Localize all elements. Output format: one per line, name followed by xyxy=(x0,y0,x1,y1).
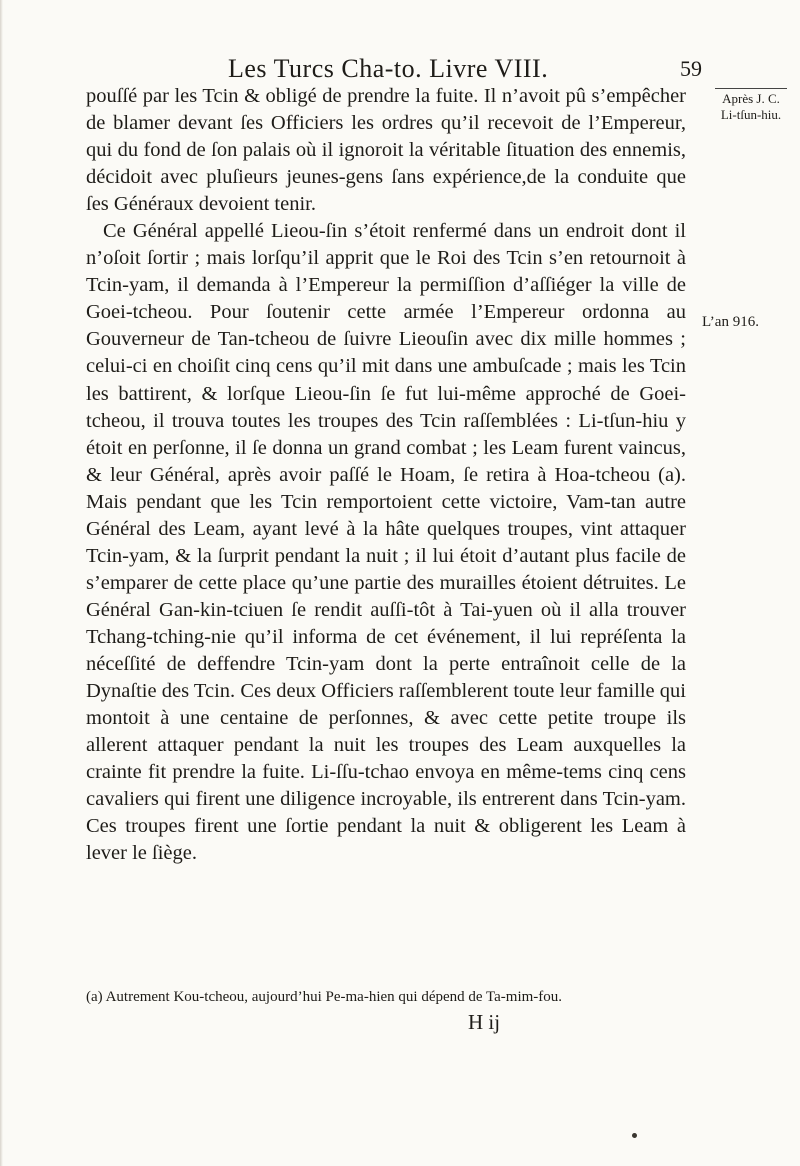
ink-speck xyxy=(632,1133,637,1138)
margin-note-year: L’an 916. xyxy=(702,314,759,330)
signature-mark: H ij xyxy=(468,1010,501,1034)
paragraph-2: Ce Général appellé Lieou-ſin s’étoit renfermé dans un endroit dont il n’oſoit ſortir ; mais lorſqu’il apprit que le Roi des Tcin s’en retournoit à Tcin-yam, il demanda à l’Empereur la permiſſion d’aſſiéger la ville de Goei-tcheou. Pour ſoutenir cette armée l’Empereur ordonna au Gouverneur de Tan-tcheou de ſuivre Lieouſin avec dix mille hommes ; celui-ci en choiſit cinq cens qu’il mit dans une ambuſcade ; mais les Tcin les battirent, & lorſque Lieou-ſin ſe fut lui-même approché de Goei-tcheou, il trouva toutes les troupes des Tcin raſſemblées : Li-tſun-hiu y étoit en perſonne, il ſe donna un grand combat ; les Leam furent vaincus, & leur Général, après avoir paſſé le Hoam, ſe retira à Hoa-tcheou (a). Mais pendant que les Tcin remportoient cette victoire, Vam-tan autre Général des Leam, ayant levé à la hâte quelques troupes, vint attaquer Tcin-yam, & la ſurprit pendant la nuit ; il lui étoit d’autant plus facile de s’emparer de cette place qu’une partie des murailles étoient détruites. Le Général Gan-kin-tciuen ſe rendit auſſi-tôt à Tai-yuen où il alla trouver Tchang-tching-nie qu’il informa de cet événement, il lui repréſenta la néceſſité de deffendre Tcin-yam dont la perte entraînoit celle de la Dynaſtie des Tcin. Ces deux Officiers raſſemblerent toute leur famille qui montoit à une centaine de perſonnes, & avec cette petite troupe ils allerent attaquer pendant la nuit les troupes des Leam auxquelles la crainte fit prendre la fuite. Li-ſſu-tchao envoya en même-tems cinq cens cavaliers qui firent une diligence incroyable, ils entrerent dans Tcin-yam. Ces troupes firent une ſortie pendant la nuit & obligerent les Leam à lever le ſiège. xyxy=(86,220,686,865)
paragraph-1: pouſſé par les Tcin & obligé de prendre la fuite. Il n’avoit pû s’empêcher de blamer devant ſes Officiers les ordres qu’il recevoit de l’Empereur, qui du fond de ſon palais où il ignoroit la véritable ſituation des ennemis, décidoit avec pluſieurs jeunes-gens ſans expérience,de la conduite que ſes Généraux devoient tenir. xyxy=(86,85,686,216)
margin-note-era: Après J. C. xyxy=(722,91,780,106)
footnote: (a) Autrement Kou-tcheou, aujourd’hui Pe-ma-hien qui dépend de Ta-mim-fou. xyxy=(86,989,563,1005)
margin-rule xyxy=(715,88,787,89)
running-head: Les Turcs Cha-to. Livre VIII. xyxy=(228,54,549,83)
margin-note-reign: Li-tſun-hiu. xyxy=(720,107,782,122)
main-text xyxy=(86,83,686,867)
page-number: 59 xyxy=(680,56,702,81)
margin-note-date xyxy=(706,88,796,123)
page-edge-shadow xyxy=(0,0,3,1166)
